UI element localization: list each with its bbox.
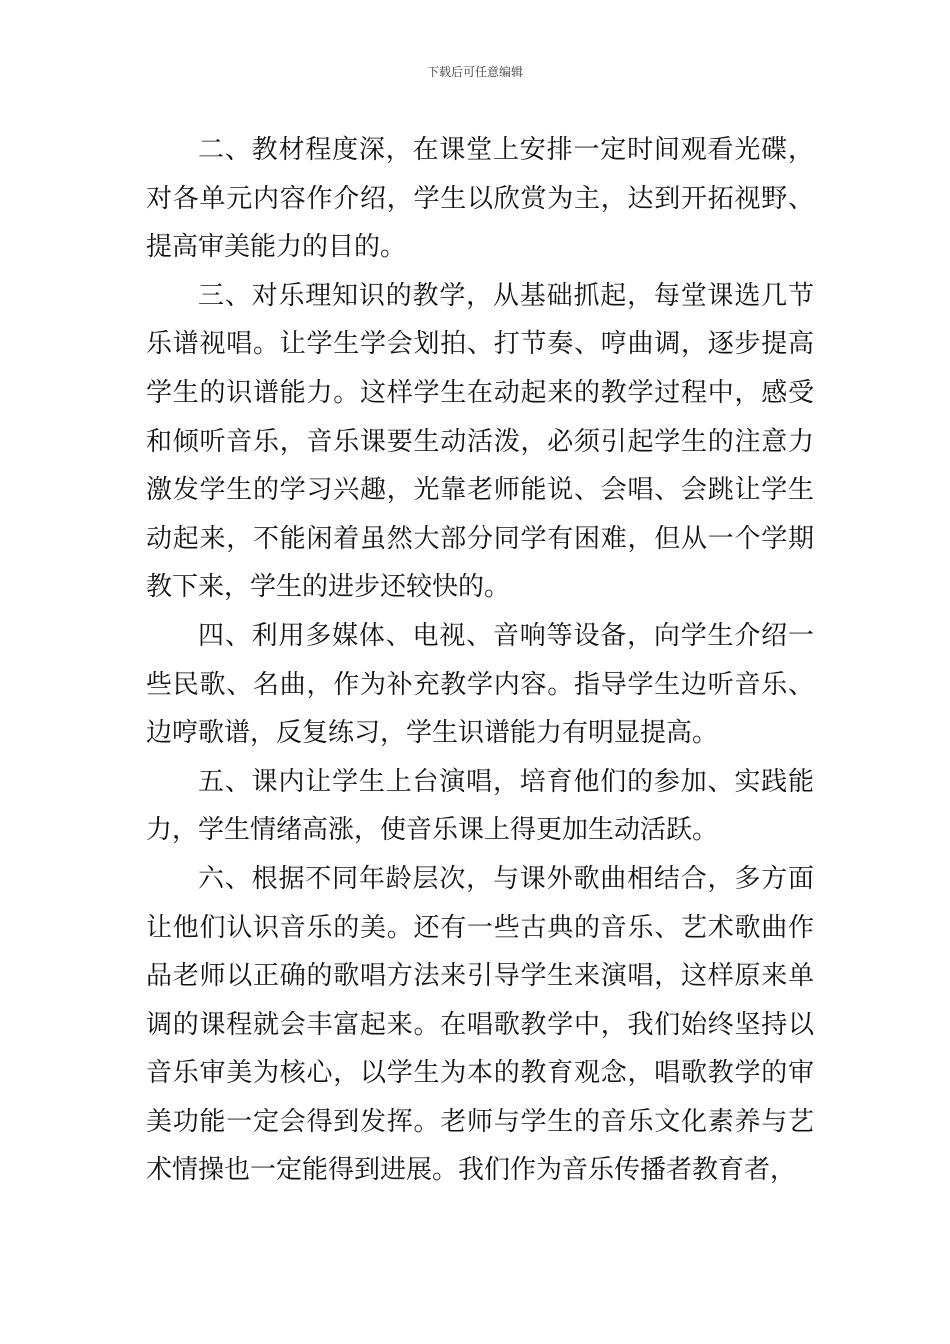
document-body [146, 126, 814, 1195]
paragraph-6: 六、根据不同年龄层次，与课外歌曲相结合，多方面让他们认识音乐的美。还有一些古典的音乐、艺术歌曲作品老师以正确的歌唱方法来引导学生来演唱，这样原来单调的课程就会丰富起来。在唱歌教学中，我们始终坚持以音乐审美为核心，以学生为本的教育观念，唱歌教学的审美功能一定会得到发挥。老师与学生的音乐文化素养与艺术情操也一定能得到进展。我们作为音乐传播者教育者， [146, 863, 814, 1186]
paragraph-4: 四、利用多媒体、电视、音响等设备，向学生介绍一些民歌、名曲，作为补充教学内容。指导学生边听音乐、边哼歌谱，反复练习，学生识谱能力有明显提高。 [146, 620, 814, 749]
page-header-note: 下载后可任意编辑 [426, 65, 523, 79]
paragraph-5: 五、课内让学生上台演唱，培育他们的参加、实践能力，学生情绪高涨，使音乐课上得更加生动活跃。 [146, 766, 814, 846]
paragraph-2: 二、教材程度深，在课堂上安排一定时间观看光碟，对各单元内容作介绍，学生以欣赏为主，达到开拓视野、提高审美能力的目的。 [146, 135, 814, 263]
paragraph-3: 三、对乐理知识的教学，从基础抓起，每堂课选几节乐谱视唱。让学生学会划拍、打节奏、哼曲调，逐步提高学生的识谱能力。这样学生在动起来的教学过程中，感受和倾听音乐，音乐课要生动活泼，必须引起学生的注意力激发学生的学习兴趣，光靠老师能说、会唱、会跳让学生动起来，不能闲着虽然大部分同学有困难，但从一个学期教下来，学生的进步还较快的。 [146, 280, 814, 603]
